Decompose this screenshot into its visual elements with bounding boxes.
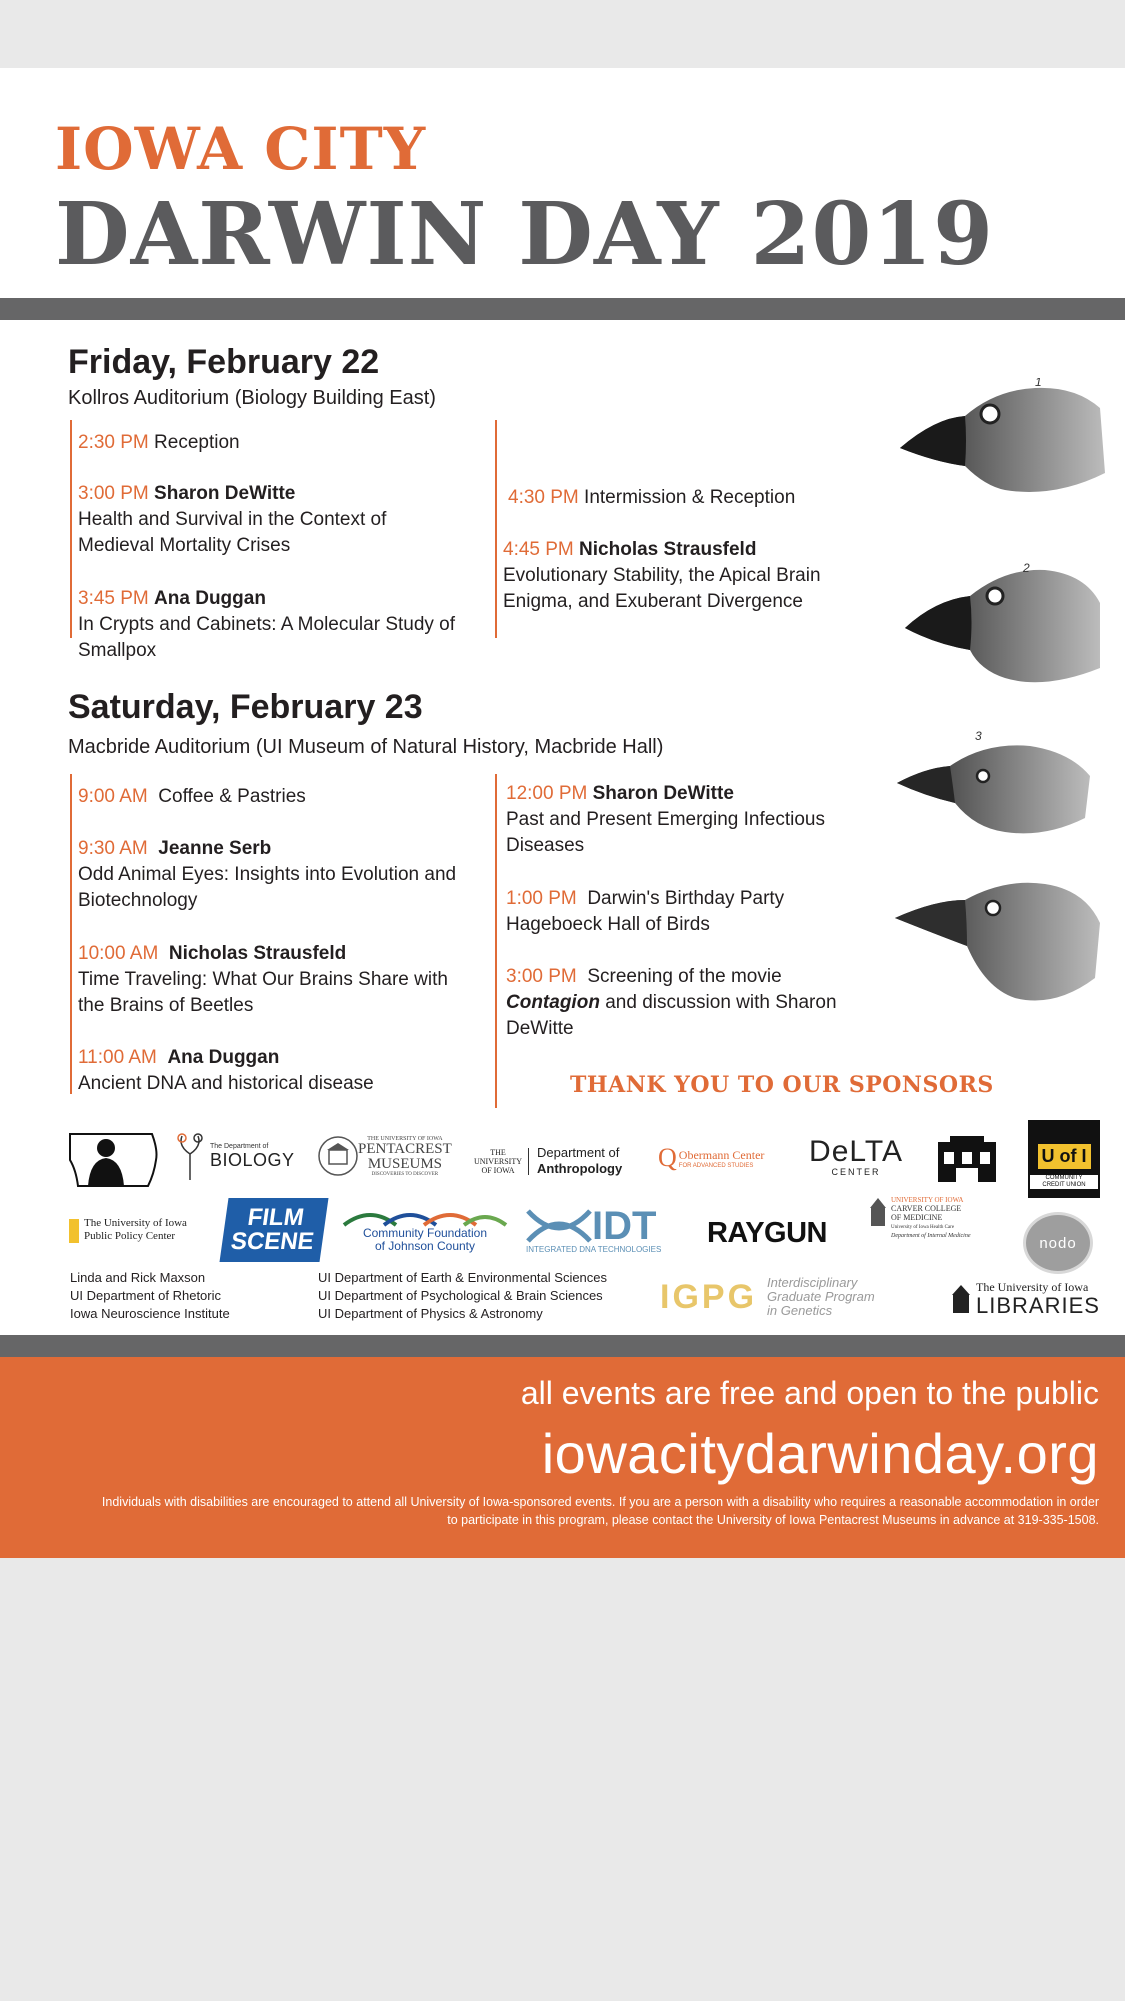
event-desc: Ancient DNA and historical disease [78, 1073, 374, 1094]
carver-l5: Department of Internal Medicine [891, 1233, 971, 1239]
poster [0, 68, 1125, 1558]
obermann-center-logo [658, 1138, 794, 1178]
pentacrest-small: THE UNIVERSITY OF IOWA [367, 1135, 443, 1142]
dna-helix-icon [526, 1207, 592, 1245]
credit-union-sub2: CREDIT UNION [1042, 1181, 1086, 1188]
event-desc: In Crypts and Cabinets: A Molecular Study of [78, 614, 456, 635]
event-time: 9:00 AM [78, 786, 148, 807]
event-desc: DeWitte [506, 1018, 574, 1039]
divider-bottom [0, 1335, 1125, 1357]
saturday-event-7 [506, 964, 837, 1042]
nodo-logo [1023, 1212, 1093, 1274]
obermann-name: Obermann Center [678, 1147, 765, 1162]
anthro-dept2: Anthropology [537, 1161, 623, 1176]
friday-event-5 [503, 537, 821, 615]
obermann-q-icon: Q [658, 1143, 677, 1172]
nodo-text: nodo [1039, 1234, 1077, 1252]
idt-logo [526, 1204, 688, 1256]
building-storefront-logo [936, 1134, 998, 1184]
community-line1: Community Foundation [362, 1226, 488, 1240]
museum-seal-icon [318, 1134, 358, 1178]
title-city: IOWA CITY [55, 115, 427, 183]
event-speaker: Jeanne Serb [158, 838, 272, 859]
event-title: Coffee & Pastries [158, 786, 306, 807]
igpg-logo [660, 1272, 930, 1322]
friday-venue: Kollros Auditorium (Biology Building East) [68, 387, 436, 409]
event-desc: Medieval Mortality Crises [78, 535, 291, 556]
anthro-uni1: THE [490, 1147, 506, 1157]
friday-event-2 [78, 481, 386, 559]
delta-sub: CENTER [831, 1167, 881, 1177]
darwin-finches-illustration [895, 378, 1117, 1018]
saturday-event-3 [78, 941, 448, 1019]
event-desc: Smallpox [78, 640, 157, 661]
event-title: Darwin's Birthday Party [587, 888, 785, 909]
raygun-text: RAYGUN [706, 1216, 827, 1249]
event-desc: Health and Survival in the Context of [78, 509, 387, 530]
saturday-event-5 [506, 781, 825, 859]
event-desc: Biotechnology [78, 890, 198, 911]
title-event: DARWIN DAY 2019 [55, 184, 994, 285]
ppc-line1: The University of Iowa [84, 1217, 187, 1229]
sponsor-text: Linda and Rick Maxson [70, 1270, 206, 1285]
friday-left-rule [70, 420, 72, 638]
movie-title: Contagion [506, 992, 600, 1013]
carver-l1: UNIVERSITY OF IOWA [891, 1196, 964, 1204]
sponsor-text: UI Department of Earth & Environmental Sciences [318, 1270, 608, 1285]
pentacrest-big2: MUSEUMS [367, 1155, 442, 1172]
idt-main: IDT [592, 1203, 657, 1248]
event-time: 3:45 PM [78, 588, 149, 609]
anthro-uni3: OF IOWA [481, 1165, 515, 1175]
libraries-small: The University of Iowa [976, 1279, 1089, 1294]
finch-number: 1 [1035, 378, 1042, 389]
finch-head-3 [897, 729, 1090, 833]
website-url[interactable]: iowacitydarwinday.org [541, 1422, 1099, 1485]
delta-center-logo [808, 1132, 904, 1182]
event-speaker: Ana Duggan [154, 588, 266, 609]
old-capitol-icon [950, 1283, 972, 1313]
event-time: 4:45 PM [503, 539, 574, 560]
sponsor-text: UI Department of Rhetoric [70, 1288, 222, 1303]
event-desc: Hageboeck Hall of Birds [506, 914, 710, 935]
sponsor-text-col1 [70, 1269, 230, 1323]
igpg-l3: in Genetics [767, 1303, 833, 1318]
friday-title: Friday, February 22 [68, 343, 380, 381]
finch-head-4 [895, 883, 1100, 1001]
sponsor-text: UI Department of Physics & Astronomy [318, 1306, 543, 1321]
obermann-sub: FOR ADVANCED STUDIES [678, 1162, 754, 1169]
divider-top [0, 298, 1125, 320]
friday-event-1 [78, 430, 240, 456]
event-desc: Evolutionary Stability, the Apical Brain [503, 565, 821, 586]
saturday-right-rule [495, 774, 497, 1108]
event-time: 3:00 PM [78, 483, 149, 504]
idt-sub: INTEGRATED DNA TECHNOLOGIES [526, 1244, 662, 1254]
event-speaker: Nicholas Strausfeld [168, 943, 347, 964]
saturday-title: Saturday, February 23 [68, 688, 423, 726]
saturday-event-2 [78, 836, 456, 914]
carver-l4: University of Iowa Health Care [891, 1225, 955, 1230]
public-policy-center-logo [68, 1213, 218, 1247]
finch-number: 2 [1023, 561, 1030, 575]
event-time: 1:00 PM [506, 888, 577, 909]
pentacrest-museums-logo [318, 1132, 458, 1180]
finch-head-1 [900, 378, 1105, 492]
event-time: 9:30 AM [78, 838, 148, 859]
biology-logo [170, 1132, 310, 1182]
credit-union-main: U of I [1038, 1144, 1091, 1169]
carver-l3: OF MEDICINE [891, 1213, 943, 1222]
pentacrest-big1: PENTACREST [358, 1140, 452, 1157]
delta-name: DeLTA [809, 1135, 903, 1168]
iowa-darwin-silhouette-logo [68, 1130, 160, 1190]
gold-column-icon [68, 1217, 80, 1243]
event-speaker: Nicholas Strausfeld [579, 539, 757, 560]
event-desc: Diseases [506, 835, 585, 856]
friday-event-4 [508, 485, 795, 511]
carver-l2: CARVER COLLEGE [891, 1204, 962, 1213]
credit-union-sub1: COMMUNITY [1045, 1174, 1083, 1181]
biology-small: The Department of [210, 1143, 269, 1150]
friday-event-3 [78, 586, 455, 664]
community-line2: of Johnson County [374, 1239, 476, 1253]
accessibility-disclaimer: Individuals with disabilities are encouraged to attend all University of Iowa-sponsored events. If you are a person with a disability who requires a reasonable accommodation in order to participate in this program, please contact the University of Iowa Pentacrest Museums in advance at 319-335-1508. [101, 1495, 1099, 1527]
event-time: 4:30 PM [508, 487, 579, 508]
igpg-l1: Interdisciplinary [767, 1275, 858, 1290]
event-time: 2:30 PM [78, 432, 149, 453]
event-speaker: Sharon DeWitte [154, 483, 296, 504]
old-capitol-icon [868, 1196, 888, 1226]
libraries-big: LIBRARIES [976, 1292, 1100, 1318]
event-desc: Time Traveling: What Our Brains Share with [78, 969, 448, 990]
finch-number: 3 [975, 729, 982, 743]
filmscene-line2: SCENE [229, 1228, 316, 1255]
saturday-venue: Macbride Auditorium (UI Museum of Natural History, Macbride Hall) [68, 736, 664, 758]
finch-head-2 [905, 561, 1100, 682]
saturday-event-4 [78, 1045, 374, 1097]
uofi-credit-union-logo [1028, 1120, 1100, 1198]
footer-panel [0, 1357, 1125, 1558]
dna-flower-icon [170, 1132, 210, 1182]
event-desc: Past and Present Emerging Infectious [506, 809, 825, 830]
raygun-logo [700, 1216, 834, 1250]
filmscene-logo [220, 1198, 329, 1262]
sponsors-heading: THANK YOU TO OUR SPONSORS [570, 1072, 994, 1098]
event-title: Reception [154, 432, 240, 453]
igpg-mark: IGPG [660, 1277, 758, 1316]
anthro-dept1: Department of [537, 1145, 620, 1160]
event-desc: and discussion with Sharon [599, 992, 837, 1013]
sponsor-text-col2 [318, 1269, 607, 1323]
free-events-text: all events are free and open to the public [520, 1375, 1099, 1411]
sponsor-text: Iowa Neuroscience Institute [70, 1306, 230, 1321]
event-speaker: Ana Duggan [167, 1047, 280, 1068]
anthro-uni2: UNIVERSITY [474, 1156, 522, 1166]
igpg-l2: Graduate Program [767, 1289, 875, 1304]
anthropology-logo [474, 1136, 644, 1186]
filmscene-line1: FILM [245, 1204, 306, 1231]
event-desc: Odd Animal Eyes: Insights into Evolution and [78, 864, 457, 885]
sponsor-text: UI Department of Psychological & Brain Sciences [318, 1288, 603, 1303]
event-time: 3:00 PM [506, 966, 577, 987]
saturday-event-1 [78, 784, 306, 810]
saturday-left-rule [70, 774, 72, 1094]
event-desc: the Brains of Beetles [78, 995, 254, 1016]
event-desc: Enigma, and Exuberant Divergence [503, 591, 803, 612]
saturday-event-6 [506, 886, 784, 938]
ppc-line2: Public Policy Center [84, 1230, 176, 1242]
event-time: 10:00 AM [78, 943, 159, 964]
ui-libraries-logo [950, 1276, 1118, 1320]
pentacrest-tag: DISCOVERIES TO DISCOVER [371, 1171, 439, 1177]
friday-right-rule [495, 420, 497, 638]
arches-icon [340, 1205, 510, 1227]
event-time: 12:00 PM [506, 783, 588, 804]
event-time: 11:00 AM [78, 1047, 157, 1068]
event-speaker: Sharon DeWitte [592, 783, 734, 804]
biology-big: BIOLOGY [210, 1150, 295, 1170]
event-title: Intermission & Reception [584, 487, 796, 508]
event-desc: Screening of the movie [587, 966, 782, 987]
carver-college-logo [868, 1196, 1018, 1260]
community-foundation-logo [340, 1200, 510, 1258]
